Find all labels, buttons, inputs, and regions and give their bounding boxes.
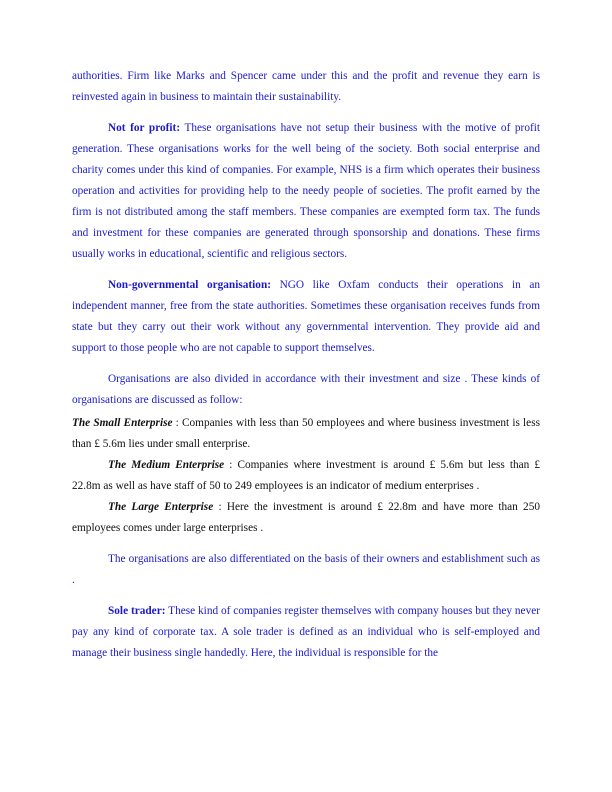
paragraph-sustainability: authorities. Firm like Marks and Spencer came under this and the profit and revenue they earn is reinvested again in business to maintain their sustainability. bbox=[72, 70, 540, 103]
paragraph-large-enterprise bbox=[72, 497, 540, 539]
heading-small-enterprise: The Small Enterprise bbox=[72, 417, 173, 429]
paragraph-medium-enterprise bbox=[72, 455, 540, 497]
heading-large-enterprise: The Large Enterprise bbox=[108, 501, 214, 513]
paragraph-size-intro: Organisations are also divided in accordance with their investment and size . These kinds of organisations are discussed as follow: bbox=[72, 373, 540, 406]
heading-sole-trader: Sole trader: bbox=[108, 605, 166, 617]
heading-medium-enterprise: The Medium Enterprise bbox=[108, 459, 225, 471]
text-large-enterprise: : Here the investment is around £ 22.8m and have more than 250 employees comes under large enterprises . bbox=[72, 501, 541, 534]
text-not-for-profit: These organisations have not setup their business with the motive of profit generation. These organisations works for the well being of the society. Both social enterprise and charity comes under this kind of companies. For example, NHS is a firm which operates their business operation and activities for providing help to the needy people of societies. The profit earned by the firm is not distributed among the staff members. These companies are exempted form tax. The funds and investment for these companies are generated through sponsorship and donations. These firms usually works in educational, scientific and religious sectors. bbox=[72, 122, 541, 260]
paragraph-sole-trader bbox=[72, 601, 540, 664]
text-medium-enterprise: : Companies where investment is around £ 5.6m but less than £ 22.8m as well as have staff of 50 to 249 employees is an indicator of medium enterprises . bbox=[72, 459, 540, 492]
text-small-enterprise: : Companies with less than 50 employees and where business investment is less than £ 5.6m lies under small enterprise. bbox=[72, 417, 540, 450]
heading-ngo: Non-governmental organisation: bbox=[108, 279, 271, 291]
text-ngo: NGO like Oxfam conducts their operations in an independent manner, free from the state authorities. Sometimes these organisation receives funds from state but they carry out their work without any governmental intervention. They provide aid and support to those people who are not capable to support themselves. bbox=[72, 279, 540, 354]
heading-not-for-profit: Not for profit: bbox=[108, 122, 181, 134]
paragraph-not-for-profit bbox=[72, 118, 540, 265]
paragraph-ngo bbox=[72, 275, 540, 359]
document-page bbox=[72, 66, 540, 674]
paragraph-ownership-intro: The organisations are also differentiated on the basis of their owners and establishment such as . bbox=[72, 553, 540, 586]
paragraph-small-enterprise bbox=[72, 413, 540, 455]
text-sole-trader: These kind of companies register themselves with company houses but they never pay any kind of corporate tax. A sole trader is defined as an individual who is self-employed and manage their business single handedly. Here, the individual is responsible for the bbox=[72, 605, 541, 659]
